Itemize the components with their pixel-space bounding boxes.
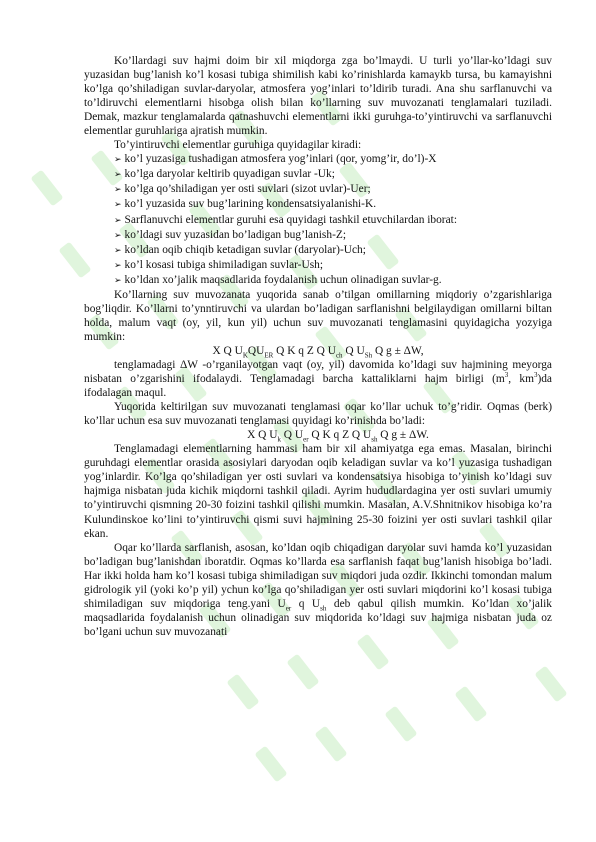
paragraph-outflow: Oqar ko’llarda sarflanish, asosan, ko’ldan oqib chiqadigan daryolar suvi hamda ko’l yuzasidan bo’ladigan bug’lanishdan iboratdir. Oqmas ko’llarda esa sarflanish faqat bug’lanish hisobiga bo’ladi. Har ikki holda ham ko’l kosasi tubiga shimiladigan suv miqdori juda ozdir. Ikkinchi tomondan malum gidrologik yil (yoki ko’p yil) ychun ko’lga qo’shiladigan yer osti suvlari miqdorini ko’l kosasi tubiga shimiladigan suv miqdoriga teng.yani $U_{er}$ q $U_{sh}$ deb qabul qilish mumkin. Ko’ldan xo’jalik maqsadlarida foydalanish uchun olinadigan suv miqdorida ko’ldagi suv hajmiga nisbatan juda oz bo’lgani uchun suv muvozanati	[84, 541, 552, 638]
arrow-bullet-icon: ➢	[114, 260, 122, 271]
list-item: ➢ ko’ldan oqib chiqib ketadigan suvlar (daryolar)-Uch;	[114, 243, 366, 256]
watermark-mark	[384, 706, 417, 743]
arrow-bullet-icon: ➢	[114, 200, 122, 211]
elements-list	[84, 152, 552, 287]
arrow-bullet-icon: ➢	[114, 275, 122, 286]
watermark-mark	[30, 170, 63, 207]
equation-flowing-lakes: X Q $U_KQU_{ER}$ Q K q Z Q $U_{ch}$ Q $U_{Sh}$ Q g ± ΔW,	[212, 344, 424, 360]
list-item: ➢ ko’ldagi suv yuzasidan bo’ladigan bug’lanish-Z;	[114, 228, 346, 241]
watermark-mark	[314, 726, 347, 763]
equation-closed-lakes: X Q $U_k$ Q $U_{er}$ Q K q Z Q $U_{sh}$ Q g ± ΔW.	[247, 429, 429, 444]
arrow-bullet-icon: ➢	[114, 245, 122, 256]
paragraph-closed-lakes: Yuqorida keltirilgan suv muvozanati tenglamasi oqar ko’llar uchuk to’g’ridir. Oqmas (berk) ko’llar uchun esa suv muvozanati tenglamasi quyidagi ko’rinishda bo’ladi:	[84, 401, 552, 428]
list-item: ➢ ko’lga daryolar keltirib quyadigan suvlar -Uk;	[114, 168, 335, 181]
watermark-mark	[454, 686, 487, 723]
watermark-mark	[356, 634, 389, 671]
paragraph-saturating-heading: To’yintiruvchi elementlar guruhiga quyidagilar kiradi:	[114, 139, 362, 152]
watermark-mark	[286, 654, 319, 691]
list-item: ➢ ko’l yuzasida suv bug’larining kondensatsiyalanishi-K.	[114, 198, 377, 211]
arrow-bullet-icon: ➢	[114, 185, 122, 196]
arrow-bullet-icon: ➢	[114, 170, 122, 181]
arrow-bullet-icon: ➢	[114, 215, 122, 226]
watermark-mark	[226, 674, 259, 711]
watermark-mark	[254, 746, 287, 783]
paragraph-delta-w: tenglamadagi ΔW -o’rganilayotgan vaqt (oy, yil) davomida ko’ldagi suv hajmining meyorga nisbatan o’zgarishini ifodalaydi. Tenglamadagi barcha kattaliklarni hajm birligi ($m^3$, $km^3)da$ ifodalagan maqul.	[84, 358, 552, 400]
watermark-mark	[534, 666, 567, 703]
list-item: ➢ ko’lga qo’shiladigan yer osti suvlari (sizot uvlar)-Uer;	[114, 183, 371, 196]
paragraph-balance-factors: Ko’llarning suv muvozanata yuqorida sanab o’tilgan omillarning miqdoriy o’zgarishlariga bog’liqdir. Ko’llarni to’ynntiruvchi va ulardan bo’ladigan sarflanishni belgilaydigan omillarni biltan holda, malum vaqt (oy, yil, kun yil) uchun suv muvozanati tenglamasini quyidagicha yozyiga mumkin:	[84, 288, 552, 343]
list-item: ➢ ko’ldan xo’jalik maqsadlarida foydalanish uchun olinadigan suvlar-g.	[114, 273, 442, 286]
list-item: ➢ ko’l kosasi tubiga shimiladigan suvlar-Ush;	[114, 258, 323, 271]
list-item: ➢ Sarflanuvchi elementlar guruhi esa quyidagi tashkil etuvchilardan iborat:	[114, 213, 457, 226]
paragraph-intro: Ko’llardagi suv hajmi doim bir xil miqdorga zga bo’lmaydi. U turli yo’llar-ko’ldagi suv yuzasidan bug’lanish ko’l kosasi tubiga shimilish kabi ko’rinishlarda kamaykb tursa, bu kamayishni ko’lga qo’shiladigan suvlar-daryolar, atmosfera yog’inlari to’ldirib turadi. Ana shu sarflanuvchi va to’ldiruvchi elementlarni hisobga olish bilan ko’llarning suv muvozanati tenglamalari tuziladi. Demak, mazkur tenglamalarda qatnashuvchi elementlarni ikki guruhga-to’yintiruvchi va sarflanuvchi elementlar guruhlariga ajratish mumkin.	[84, 55, 552, 138]
list-item: ➢ ko’l yuzasiga tushadigan atmosfera yog’inlari (qor, yomg’ir, do’l)-X	[114, 153, 437, 166]
arrow-bullet-icon: ➢	[114, 230, 122, 241]
document-page	[84, 54, 552, 639]
arrow-bullet-icon: ➢	[114, 155, 122, 166]
paragraph-element-importance: Tenglamadagi elementlarning hammasi ham bir xil ahamiyatga ega emas. Masalan, birinchi guruhdagi elementlar orasida asosiylari daryodan oqib keladigan suvlar va ko’l yuzasiga tushadigan yog’inlardir. Ko’lga qo’shiladigan yer osti suvlari va kondensatsiya hisobiga to’yinish ko’ldagi suv hajmiga nisbatan juda kichik miqdorni tashkil qiladi. Ayrim hududlardagina yer osti suvlari umumiy to’yintiruvchi qismning 20-30 foizini tashkil qilishi mumkin. Masalan, A.V.Shnitnikov hisobiga ko’ra Kulundinskoe ko’lini to’yintiruvchi qismi suvi hajmining 25-30 foizini yer osti suvlari tashkil qilar ekan.	[84, 443, 552, 540]
